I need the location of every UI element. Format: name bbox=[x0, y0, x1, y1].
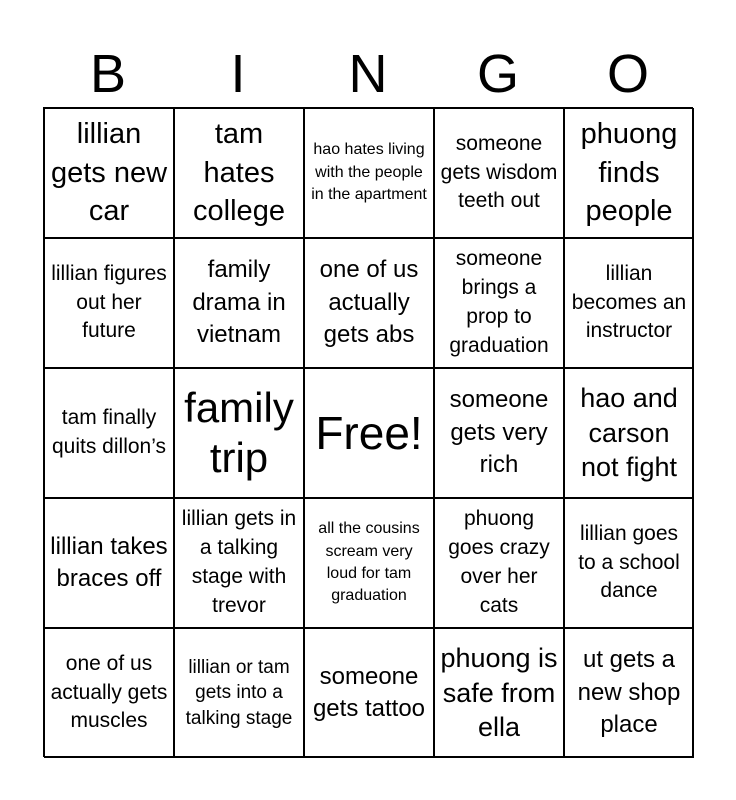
cell-text: hao and carson not fight bbox=[580, 383, 678, 483]
bingo-cell[interactable] bbox=[174, 628, 304, 758]
bingo-card-grid bbox=[43, 107, 693, 757]
header-letter-o: O bbox=[606, 44, 649, 104]
bingo-header bbox=[43, 44, 693, 104]
bingo-cell[interactable] bbox=[174, 498, 304, 628]
cell-text: one of us actually gets abs bbox=[319, 256, 419, 349]
cell-text: one of us actually gets muscles bbox=[50, 651, 168, 733]
bingo-cell[interactable] bbox=[434, 628, 564, 758]
bingo-cell[interactable] bbox=[564, 628, 694, 758]
cell-text: phuong finds people bbox=[580, 118, 678, 228]
bingo-cell[interactable] bbox=[434, 368, 564, 498]
bingo-cell[interactable] bbox=[44, 108, 174, 238]
cell-text: lillian or tam gets into a talking stage bbox=[185, 657, 293, 729]
cell-text: family drama in vietnam bbox=[192, 256, 286, 349]
bingo-cell[interactable] bbox=[434, 108, 564, 238]
cell-text: phuong is safe from ella bbox=[440, 643, 558, 743]
bingo-cell[interactable] bbox=[174, 238, 304, 368]
cell-text: lillian takes braces off bbox=[50, 532, 168, 592]
bingo-cell[interactable] bbox=[174, 368, 304, 498]
bingo-cell[interactable] bbox=[434, 238, 564, 368]
bingo-cell[interactable] bbox=[304, 238, 434, 368]
cell-text: tam finally quits dillon’s bbox=[51, 406, 166, 458]
bingo-cell[interactable] bbox=[304, 108, 434, 238]
bingo-cell[interactable] bbox=[564, 238, 694, 368]
free-space[interactable] bbox=[304, 368, 434, 498]
cell-text: someone gets very rich bbox=[449, 386, 549, 479]
cell-text: someone gets tattoo bbox=[312, 662, 426, 722]
cell-text: family trip bbox=[184, 383, 294, 481]
cell-text: lillian gets new car bbox=[50, 118, 168, 228]
cell-text: ut gets a new shop place bbox=[577, 646, 681, 739]
bingo-cell[interactable] bbox=[304, 628, 434, 758]
bingo-cell[interactable] bbox=[434, 498, 564, 628]
cell-text: tam hates college bbox=[193, 118, 285, 228]
bingo-cell[interactable] bbox=[564, 368, 694, 498]
bingo-cell[interactable] bbox=[564, 498, 694, 628]
cell-text: hao hates living with the people in the apartment bbox=[311, 141, 427, 204]
bingo-cell[interactable] bbox=[44, 628, 174, 758]
cell-text: lillian gets in a talking stage with trevor bbox=[181, 507, 297, 617]
bingo-cell[interactable] bbox=[44, 498, 174, 628]
cell-text: phuong goes crazy over her cats bbox=[448, 507, 550, 617]
bingo-cell[interactable] bbox=[304, 498, 434, 628]
cell-text: someone brings a prop to graduation bbox=[449, 247, 549, 357]
free-space-text: Free! bbox=[315, 407, 423, 459]
header-letter-g: G bbox=[476, 44, 519, 104]
bingo-cell[interactable] bbox=[44, 238, 174, 368]
cell-text: lillian goes to a school dance bbox=[578, 521, 680, 603]
header-letter-n: N bbox=[348, 44, 388, 104]
cell-text: all the cousins scream very loud for tam graduation bbox=[318, 520, 420, 605]
header-letter-b: B bbox=[89, 44, 127, 104]
cell-text: lillian figures out her future bbox=[51, 261, 167, 343]
bingo-cell[interactable] bbox=[564, 108, 694, 238]
cell-text: someone gets wisdom teeth out bbox=[440, 131, 558, 213]
header-letter-i: I bbox=[230, 44, 246, 104]
bingo-cell[interactable] bbox=[174, 108, 304, 238]
bingo-cell[interactable] bbox=[44, 368, 174, 498]
cell-text: lillian becomes an instructor bbox=[571, 261, 687, 343]
